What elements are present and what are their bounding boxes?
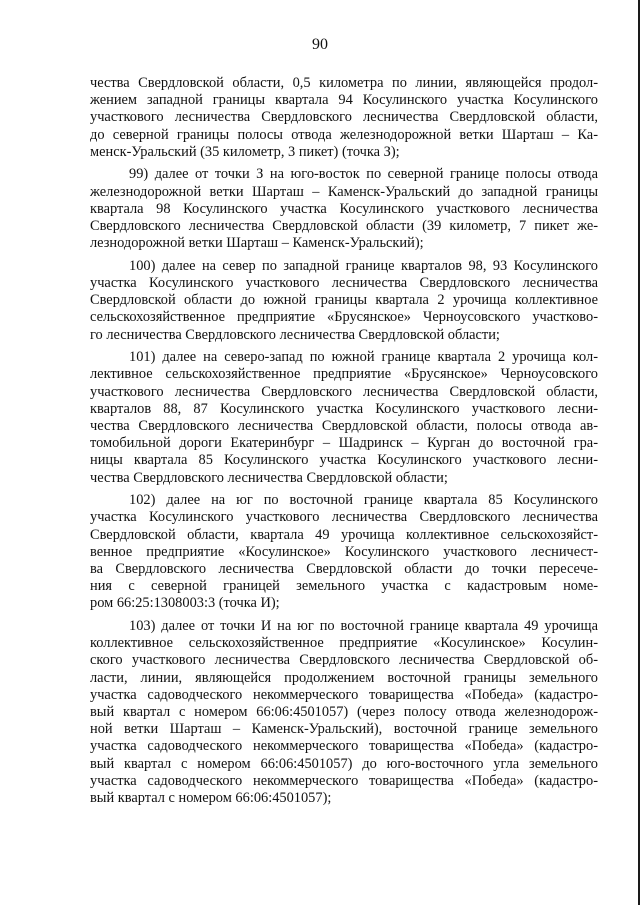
text-line: 103) далее от точки И на юг по восточной границе квартала 49 урочища bbox=[129, 618, 598, 635]
text-line: чества Свердловского лесничества Свердловской области, полосы отвода ав- bbox=[90, 418, 598, 435]
text-line: коллективное сельскохозяйственное предприятие «Косулинское» Косулин- bbox=[90, 635, 598, 652]
text-line: квартала 98 Косулинского участка Косулинского участкового лесничества bbox=[90, 200, 598, 217]
text-line: 100) далее на север по западной границе кварталов 98, 93 Косулинского bbox=[129, 257, 598, 274]
text-line: сельскохозяйственное предприятие «Брусянское» Черноусовского участково- bbox=[90, 309, 598, 326]
text-line: Свердловской области, квартала 49 урочища коллективное сельскохозяйст- bbox=[90, 526, 598, 543]
paragraph bbox=[90, 258, 598, 344]
text-line: участка Косулинского участкового лесничества Свердловского лесничества bbox=[90, 275, 598, 292]
text-line: кварталов 88, 87 Косулинского участка Косулинского участкового лесни- bbox=[90, 400, 598, 417]
text-line: участка садоводческого некоммерческого товарищества «Победа» (кадастро- bbox=[90, 686, 598, 703]
page-number: 90 bbox=[312, 36, 328, 53]
text-line: томобильной дороги Екатеринбург – Шадринск – Курган до восточной гра- bbox=[90, 435, 598, 452]
text-line: лезнодорожной ветки Шарташ – Каменск-Уральский); bbox=[90, 235, 424, 252]
text-line: чества Свердловского лесничества Свердловской области; bbox=[90, 469, 448, 486]
document-body bbox=[90, 75, 598, 813]
text-line: 99) далее от точки З на юго-восток по северной границе полосы отвода bbox=[129, 166, 598, 183]
text-line: ва Свердловского лесничества Свердловской области до точки пересече- bbox=[90, 561, 598, 578]
text-line: участка садоводческого некоммерческого товарищества «Победа» (кадастро- bbox=[90, 772, 598, 789]
text-line: вый квартал с номером 66:06:4501057); bbox=[90, 790, 332, 807]
paragraph bbox=[90, 492, 598, 612]
text-line: участка Косулинского участкового лесничества Свердловского лесничества bbox=[90, 509, 598, 526]
text-line: венное предприятие «Косулинское» Косулинского участкового лесничест- bbox=[90, 543, 598, 560]
paragraph bbox=[90, 75, 598, 161]
text-line: 102) далее на юг по восточной границе квартала 85 Косулинского bbox=[129, 492, 598, 509]
text-line: 101) далее на северо-запад по южной границе квартала 2 урочища кол- bbox=[129, 349, 598, 366]
text-line: вый квартал с номером 66:06:4501057) до юго-восточного угла земельного bbox=[90, 755, 598, 772]
text-line: жением западной границы квартала 94 Косулинского участка Косулинского bbox=[90, 92, 598, 109]
text-line: ной ветки Шарташ – Каменск-Уральский), восточной границе земельного bbox=[90, 721, 598, 738]
text-line: Свердловской области до южной границы квартала 2 урочища коллективное bbox=[90, 292, 598, 309]
text-line: чества Свердловской области, 0,5 километра по линии, являющейся продол- bbox=[90, 75, 598, 91]
paragraph bbox=[90, 349, 598, 487]
text-line: ния с северной границей земельного участка с кадастровым номе- bbox=[90, 578, 598, 595]
text-line: менск-Уральский (35 километр, 3 пикет) (точка З); bbox=[90, 143, 400, 160]
text-line: железнодорожной ветки Шарташ – Каменск-Уральский до западной границы bbox=[90, 183, 598, 200]
text-line: Свердловского лесничества Свердловской области (39 километр, 7 пикет же- bbox=[90, 218, 598, 235]
text-line: ского участкового лесничества Свердловского лесничества Свердловской об- bbox=[90, 652, 598, 669]
text-line: до северной границы полосы отвода железнодорожной ветки Шарташ – Ка- bbox=[90, 126, 598, 143]
text-line: лективное сельскохозяйственное предприятие «Брусянское» Черноусовского bbox=[90, 366, 598, 383]
text-line: участкового лесничества Свердловского лесничества Свердловской области, bbox=[90, 383, 598, 400]
paragraph bbox=[90, 166, 598, 252]
text-line: ром 66:25:1308003:3 (точка И); bbox=[90, 595, 280, 612]
text-line: го лесничества Свердловского лесничества Свердловской области; bbox=[90, 326, 500, 343]
text-line: участкового лесничества Свердловского лесничества Свердловской области, bbox=[90, 109, 598, 126]
text-line: участка садоводческого некоммерческого товарищества «Победа» (кадастро- bbox=[90, 738, 598, 755]
paragraph bbox=[90, 618, 598, 807]
text-line: вый квартал с номером 66:06:4501057) (через полосу отвода железнодорож- bbox=[90, 704, 598, 721]
text-line: ласти, линии, являющейся продолжением восточной границы земельного bbox=[90, 669, 598, 686]
text-line: ницы квартала 85 Косулинского участка Косулинского участкового лесни- bbox=[90, 452, 598, 469]
